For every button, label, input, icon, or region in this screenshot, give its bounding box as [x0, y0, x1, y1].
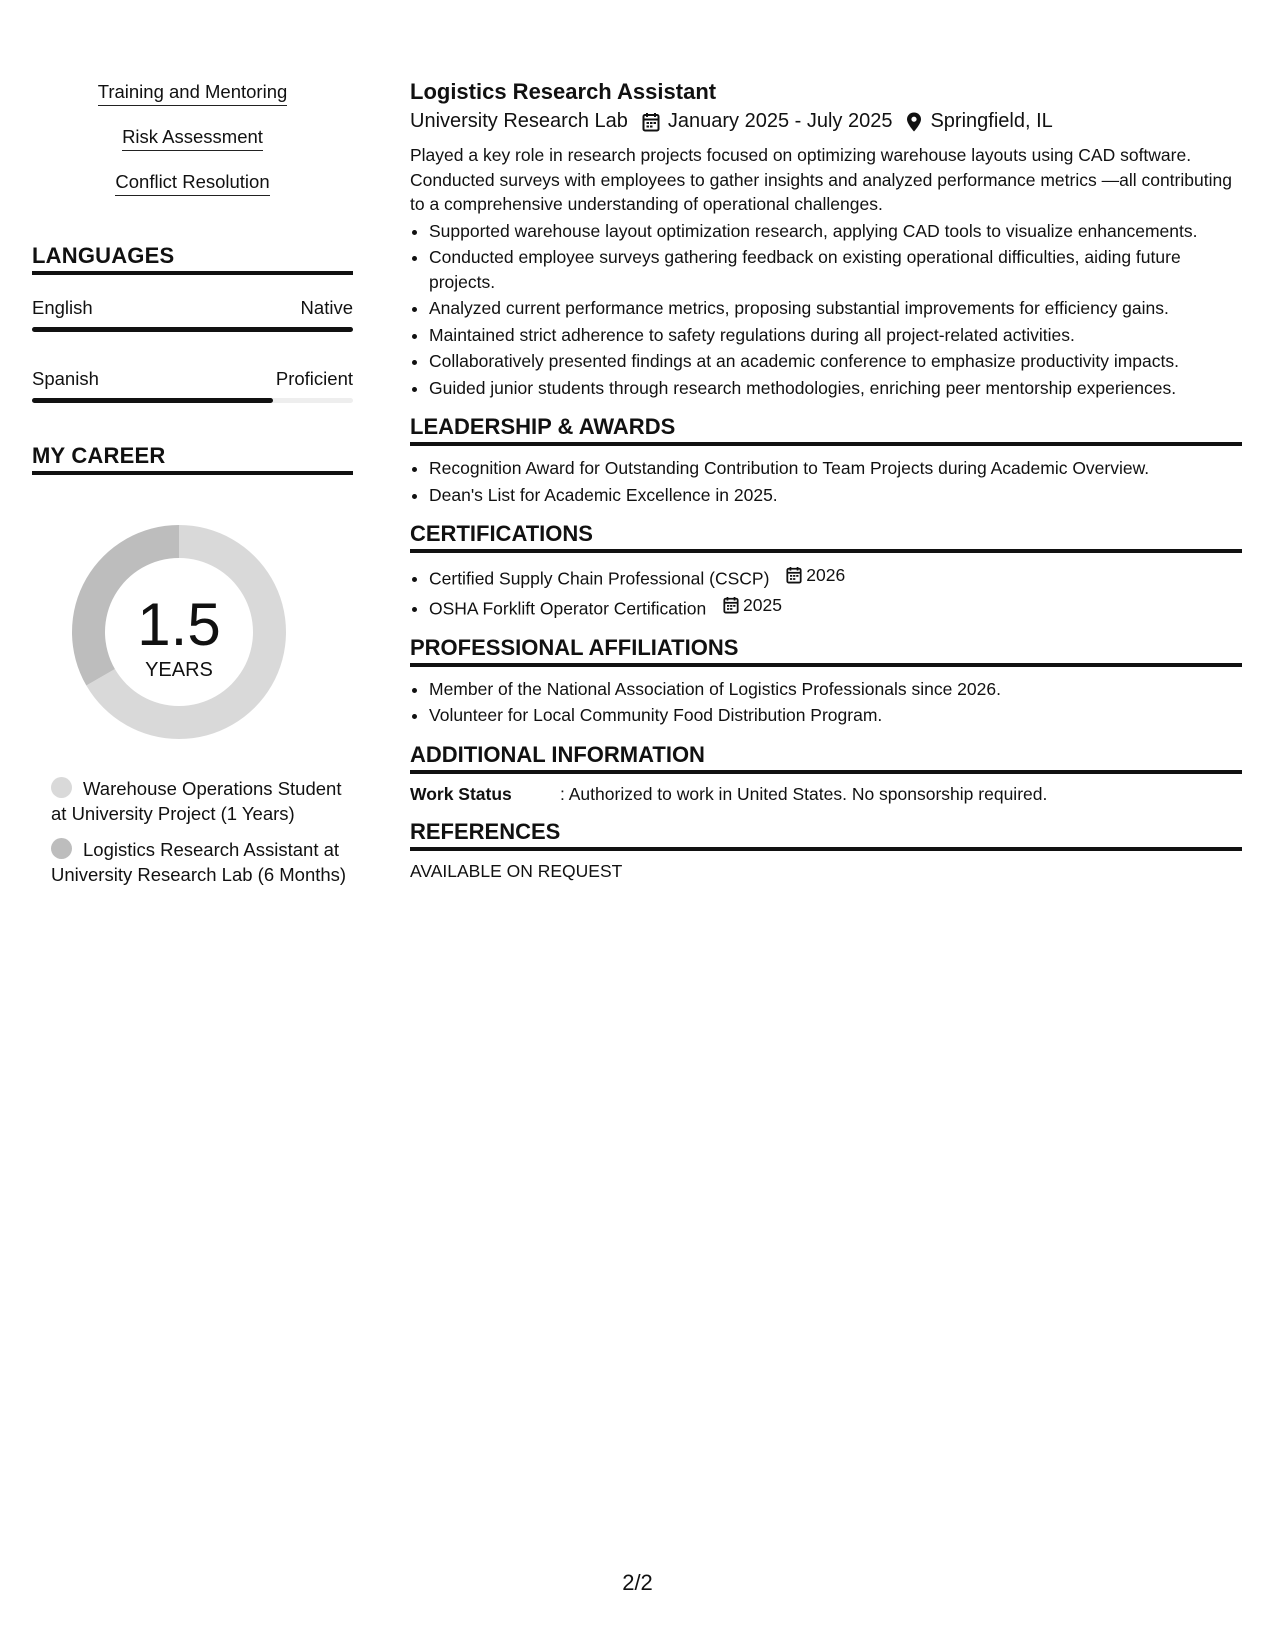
language-name: Spanish [32, 368, 99, 389]
list-item: • Analyzed current performance metrics, proposing substantial improvements for efficiency gains. [429, 296, 1242, 321]
list-item [429, 593, 1242, 621]
references-text: AVAILABLE ON REQUEST [410, 860, 623, 881]
leadership-heading: LEADERSHIP & AWARDS [410, 414, 1242, 446]
skills-list [32, 80, 353, 215]
language-name: English [32, 297, 93, 318]
language-english [32, 297, 353, 332]
certifications-heading: CERTIFICATIONS [410, 521, 1242, 553]
calendar-icon [723, 596, 739, 614]
certification-year: 2026 [806, 565, 846, 585]
legend-dot [51, 777, 72, 798]
certification-date [786, 563, 845, 588]
list-item: • Guided junior students through research methodologies, enriching peer mentorship experiences. [429, 376, 1242, 401]
language-bar [32, 398, 353, 403]
sidebar [32, 80, 353, 899]
work-status-value: : Authorized to work in United States. No sponsorship required. [560, 783, 1048, 804]
language-bar [32, 327, 353, 332]
list-item [429, 563, 1242, 591]
leadership-list [410, 456, 1242, 507]
job-dates: January 2025 - July 2025 [667, 110, 893, 132]
list-item: • Supported warehouse layout optimization research, applying CAD tools to visualize enhancements. [429, 219, 1242, 244]
career-item-label: Warehouse Operations Student at University Project (1 Years) [51, 778, 342, 824]
certification-year: 2025 [743, 594, 782, 615]
job-bullets [410, 219, 1242, 401]
certification-name: Certified Supply Chain Professional (CSCP) [429, 568, 770, 589]
skill-item: Training and Mentoring [98, 80, 288, 106]
language-level: Proficient [275, 368, 353, 389]
skill-item: Conflict Resolution [115, 170, 269, 196]
job-description: Played a key role in research projects focused on optimizing warehouse layouts using CAD software. Conducted surveys with employees to gather insights and analyzed performance metrics —all contributing to a comprehensive understanding of operational challenges. [410, 145, 1232, 214]
career-total: 1.5 [137, 591, 221, 658]
languages-heading: LANGUAGES [32, 243, 353, 275]
map-pin-icon [906, 112, 922, 132]
affiliations-heading: PROFESSIONAL AFFILIATIONS [410, 635, 1242, 667]
list-item: • Volunteer for Local Community Food Distribution Program. [429, 703, 1242, 728]
page-number: 2/2 [622, 1570, 653, 1595]
work-status-row [410, 784, 1242, 805]
language-spanish [32, 368, 353, 403]
job-location: Springfield, IL [930, 110, 1053, 132]
certifications-list [410, 563, 1242, 621]
legend-dot [51, 838, 72, 859]
career-item-label: Logistics Research Assistant at University Research Lab (6 Months) [51, 839, 347, 885]
career-unit: YEARS [145, 659, 213, 681]
list-item: • Member of the National Association of Logistics Professionals since 2026. [429, 677, 1242, 702]
career-heading: MY CAREER [32, 443, 353, 475]
certification-name: OSHA Forklift Operator Certification [429, 598, 707, 618]
list-item: • Collaboratively presented findings at an academic conference to emphasize productivity impacts. [429, 349, 1242, 374]
career-item [51, 838, 353, 887]
additional-info-heading: ADDITIONAL INFORMATION [410, 742, 1242, 774]
calendar-icon [786, 566, 802, 584]
list-item: • Conducted employee surveys gathering feedback on existing operational difficulties, aiding future projects. [429, 245, 1242, 294]
affiliations-list [410, 677, 1242, 728]
language-bar-fill [32, 398, 273, 403]
language-level: Native [300, 297, 353, 318]
references-heading: REFERENCES [410, 819, 1242, 851]
list-item: • Dean's List for Academic Excellence in 2025. [429, 483, 1242, 508]
language-bar-fill [32, 327, 353, 332]
main-content [410, 78, 1242, 882]
certification-date [723, 593, 782, 618]
job-title: Logistics Research Assistant [410, 79, 717, 104]
list-item: • Recognition Award for Outstanding Contribution to Team Projects during Academic Overview. [429, 456, 1242, 481]
career-item [51, 777, 353, 826]
skill-item: Risk Assessment [122, 125, 263, 151]
calendar-icon [642, 112, 660, 132]
list-item: • Maintained strict adherence to safety regulations during all project-related activities. [429, 323, 1242, 348]
job-meta [410, 110, 1242, 133]
work-status-label: Work Status [410, 783, 512, 804]
job-company: University Research Lab [410, 110, 628, 132]
career-legend [32, 777, 353, 887]
career-donut-chart [64, 517, 294, 747]
